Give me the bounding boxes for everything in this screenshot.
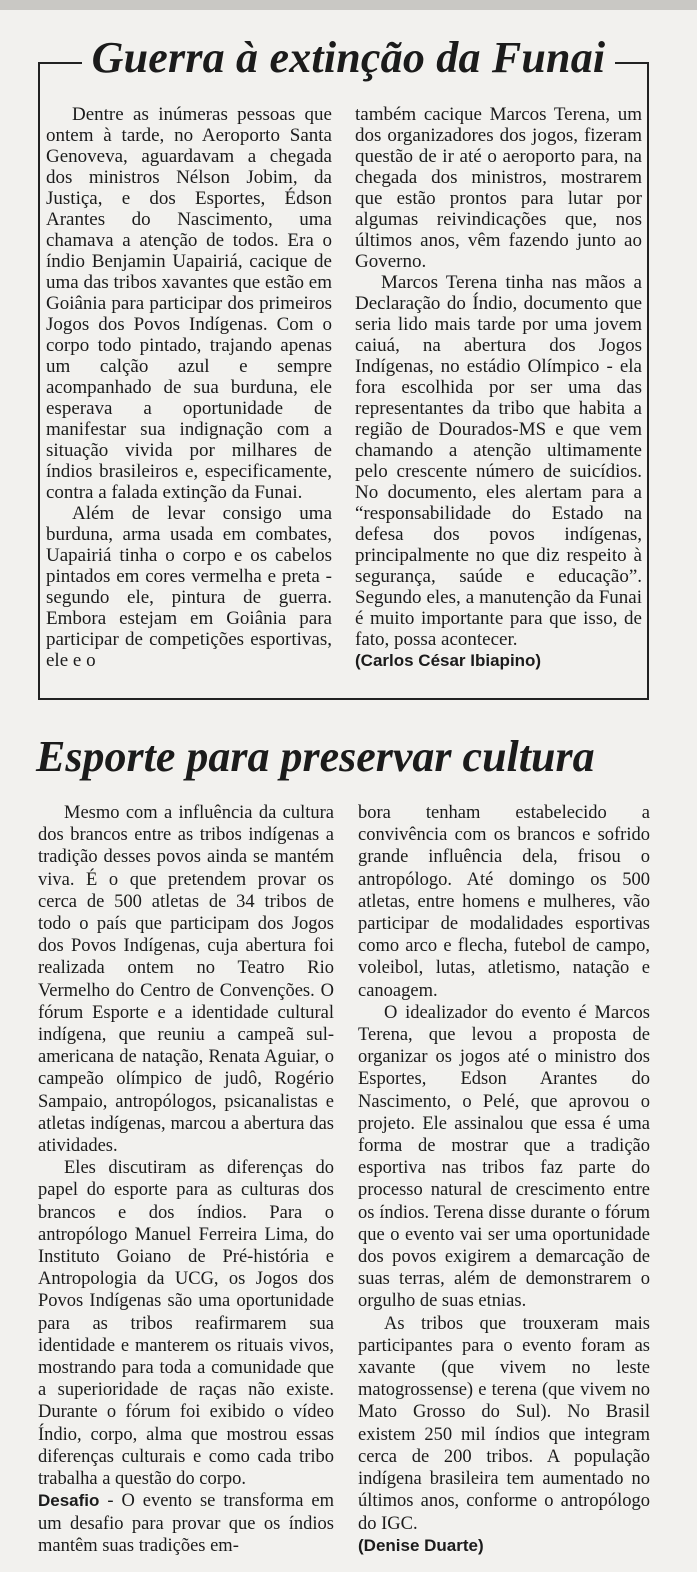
article2-paragraph: Mesmo com a influência da cultura dos brancos entre as tribos indígenas a tradição desses povos ainda se mantém viva. É o que pretendem provar os cerca de 500 atletas de 34 tribos de todo o país que participam dos Jogos dos Povos Indígenas, cuja abertura foi realizada ontem no Teatro Rio Vermelho do Centro de Convenções. O fórum Esporte e a identidade cultural indígena, que reuniu a campeã sul-americana de natação, Renata Aguiar, o campeão olímpico de judô, Rogério Sampaio, antropólogos, psicanalistas e atletas indígenas, marcou a abertura das atividades. [38, 803, 334, 1157]
article2-column-1 [38, 802, 334, 1557]
article1-paragraph: Dentre as inúmeras pessoas que ontem à tarde, no Aeroporto Santa Genoveva, aguardavam a chegada dos ministros Nélson Jobim, da Justiça, e dos Esportes, Édson Arantes do Nascimento, uma chamava a atenção de todos. Era o índio Benjamin Uapairiá, cacique de uma das tribos xavantes que estão em Goiânia para participar dos primeiros Jogos dos Povos Indígenas. Com o corpo todo pintado, trajando apenas um calção azul e sempre acompanhado de sua burduna, ele esperava a oportunidade de manifestar sua indignação com a situação vivida por milhares de índios brasileiros e, especificamente, contra a falada extinção da Funai. [46, 104, 332, 503]
article1-paragraph: Marcos Terena tinha nas mãos a Declaração do Índio, documento que seria lido mais tarde por uma jovem caiuá, na abertura dos Jogos Indígenas, no estádio Olímpico - ela fora escolhida por ser uma das representantes da tribo que habita a região de Dourados-MS e que vem chamando a atenção ultimamente pelo crescente número de suicídios. No documento, eles alertam para a “responsabilidade do Estado na defesa dos povos indígenas, principalmente no que diz respeito à segurança, saúde e educação”. Segundo eles, a manutenção da Funai é muito importante para que isso, de fato, possa acontecer. [355, 272, 642, 650]
article2-paragraph: As tribos que trouxeram mais participantes para o evento foram as xavante (que vivem no leste matogrossense) e terena (que vivem no Mato Grosso do Sul). No Brasil existem 250 mil índios que integram cerca de 200 tribos. A população indígena brasileira tem aumentado no últimos anos, conforme o antropólogo do IGC. [358, 1313, 650, 1534]
article2-headline: Esporte para preservar cultura [36, 732, 595, 781]
section-text: - O evento se transforma em um desafio para provar que os índios mantêm suas tradições em- [38, 1491, 334, 1556]
article2-paragraph: O idealizador do evento é Marcos Terena, que levou a proposta de organizar os jogos até o ministro dos Esportes, Edson Arantes do Nascimento, o Pelé, que aprovou o projeto. Ele assinalou que essa é uma forma de mostrar que a tradição esportiva nas tribos faz parte do processo natural de crescimento entre os índios. Terena disse durante o fórum que o evento vai ser uma oportunidade dos povos exigirem a demarcação de suas terras, além de demonstrarem o orgulho de suas etnias. [358, 1002, 650, 1312]
article1-byline: (Carlos César Ibiapino) [355, 651, 542, 670]
article1-column-2 [355, 104, 642, 671]
article1-headline: Guerra à extinção da Funai [0, 30, 697, 86]
article1-paragraph: também cacique Marcos Terena, um dos organizadores dos jogos, fizeram questão de ir até o aeroporto para, na chegada dos ministros, mostrarem que estão prontos para lutar por algumas reivindicações que, nos últimos anos, vêm fazendo junto ao Governo. [355, 104, 642, 272]
page-top-edge [0, 0, 697, 10]
article1-column-1 [46, 104, 332, 671]
section-label: Desafio [38, 1491, 100, 1511]
article2-paragraph: Eles discutiram as diferenças do papel do esporte para as culturas dos brancos e dos índios. Para o antropólogo Manuel Ferreira Lima, do Instituto Goiano de Pré-história e Antropologia da UCG, os Jogos dos Povos Indígenas são uma oportunidade para as tribos reafirmarem sua identidade e manterem os rituais vivos, mostrando para toda a comunidade que a superioridade de raças não existe. Durante o fórum foi exibido o vídeo Índio, corpo, alma que mostrou essas diferenças culturais e como cada tribo trabalha a questão do corpo. [38, 1158, 334, 1490]
article2-column-2 [358, 802, 650, 1557]
article2-paragraph: bora tenham estabelecido a convivência com os brancos e sofrido grande influência dela, frisou o antropólogo. Até domingo os 500 atletas, entre homens e mulheres, vão participar de modalidades esportivas como arco e flecha, futebol de campo, voleibol, lutas, atletismo, natação e canoagem. [358, 803, 650, 1001]
article2-byline: (Denise Duarte) [358, 1535, 484, 1555]
article1-paragraph: Além de levar consigo uma burduna, arma usada em combates, Uapairiá tinha o corpo e os cabelos pintados em cores vermelha e preta - segundo ele, pintura de guerra. Embora estejam em Goiânia para participar de competições esportivas, ele e o [46, 503, 332, 671]
article2-paragraph [38, 1490, 334, 1557]
